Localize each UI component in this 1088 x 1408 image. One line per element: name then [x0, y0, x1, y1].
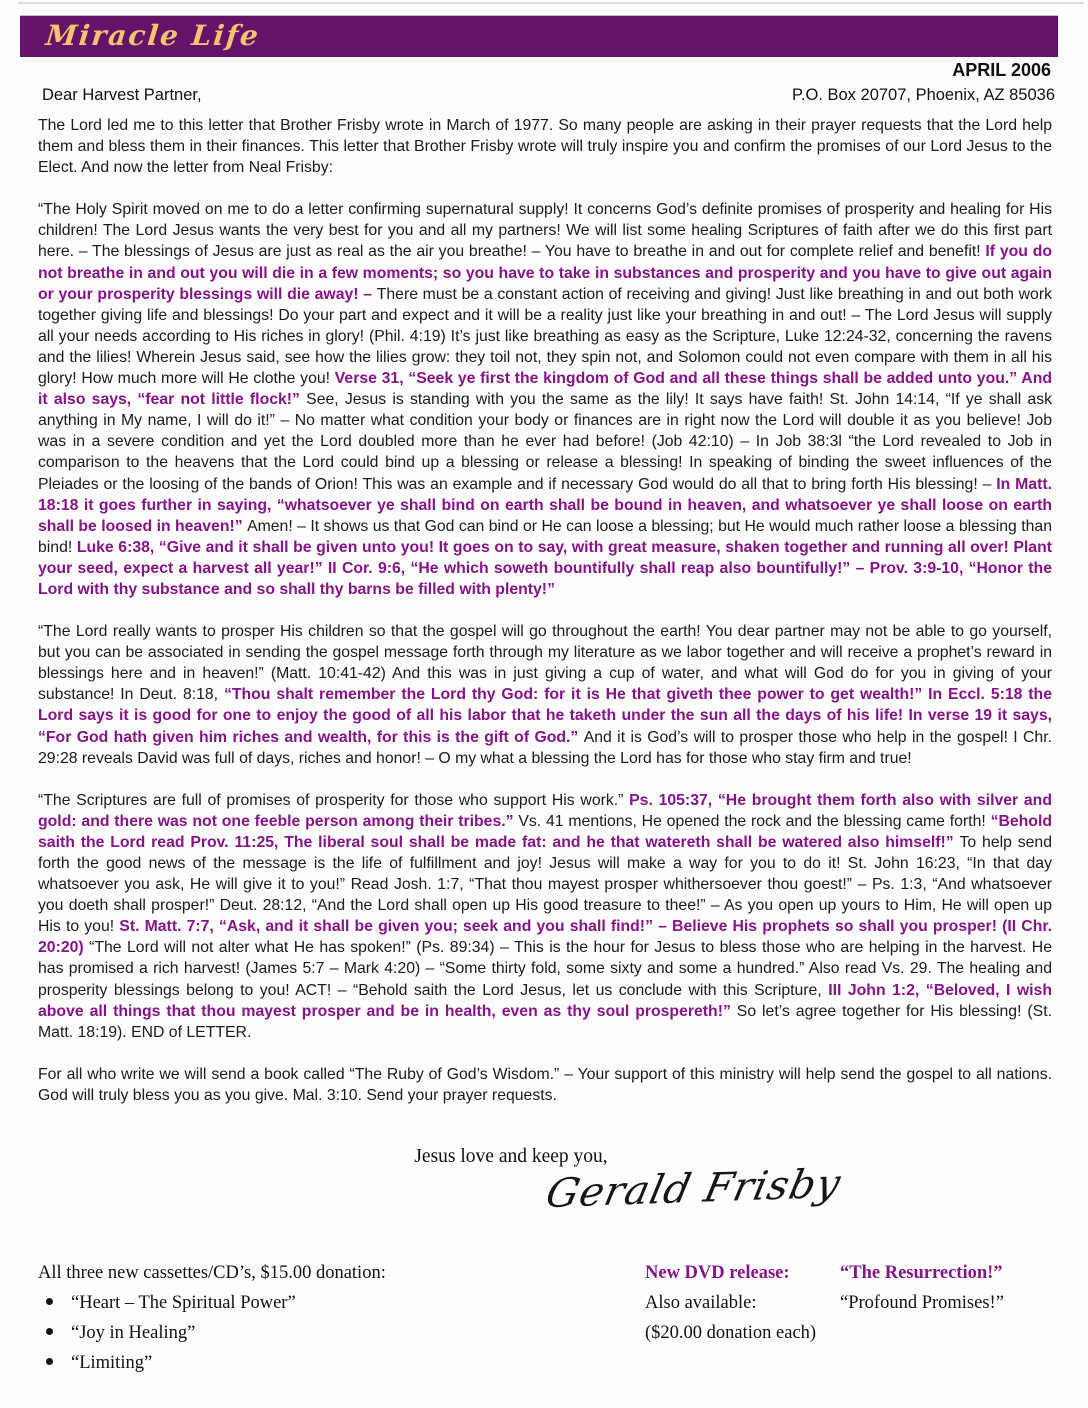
cassette-list-item: [38, 1318, 598, 1348]
emphasis-run: Luke 6:38, “Give and it shall be given unto you! It goes on to say, with great measure, shaken together and running all over! Plant your seed, expect a harvest all year!” II Cor. 9:6, “He which soweth bountifully shall reap also bountifully!” – Prov. 3:9-10, “Honor the Lord with thy substance and so shall thy barns be filled with plenty!”: [38, 538, 1052, 598]
text-run: Amen! – It shows us that God can bind or He can loose a blessing; but He would much rather loose a blessing than bind!: [38, 517, 1052, 556]
dvd-offer-label: New DVD release:: [645, 1263, 790, 1283]
text-run: The Lord led me to this letter that Brother Frisby wrote in March of 1977. So many people are asking in their prayer requests that the Lord help them and bless them in their finances. This letter that Brother Frisby wrote will truly inspire you and confirm the promises of our Lord Jesus to the Elect. And now the letter from Neal Frisby:: [38, 117, 1052, 177]
letter-paragraph: [38, 199, 1052, 600]
newsletter-logo: Miracle Life: [44, 19, 262, 52]
dvd-offer-row: [645, 1258, 1065, 1288]
cassette-offer-heading: All three new cassettes/CD’s, $15.00 donation:: [38, 1263, 386, 1283]
emphasis-run: Verse 31, “Seek ye first the kingdom of God and all these things shall be added unto you.” And it also says, “fear not little flock!”: [38, 370, 1052, 409]
text-run: For all who write we will send a book called “The Ruby of God’s Wisdom.” – Your support of this ministry will help send the gospel to all nations. God will truly bless you as you give. Mal. 3:10. Send your prayer requests.: [38, 1065, 1052, 1104]
text-run: So let’s agree together for His blessing! (St. Matt. 18:19). END of LETTER.: [38, 1002, 1052, 1041]
dvd-offer-label: Also available:: [645, 1293, 757, 1313]
cassette-title: “Joy in Healing”: [71, 1323, 196, 1343]
emphasis-run: “Thou shalt remember the Lord thy God: for it is He that giveth thee power to get wealth!” In Eccl. 5:18 the Lord says it is good for one to enjoy the good of all his labor that he taketh under the sun all the days of his life! In verse 19 it says, “For God hath given him riches and wealth, for this is the gift of God.”: [38, 686, 1052, 746]
text-run: And it is God’s will to prosper those who help in the gospel! I Chr. 29:28 reveals David was full of days, riches and honor! – O my what a blessing the Lord has for those who stay firm and true!: [38, 728, 1052, 767]
emphasis-run: III John 1:2, “Beloved, I wish above all things that thou mayest prosper and be in health, even as thy soul prospereth!”: [38, 981, 1052, 1020]
text-run: There must be a constant action of receiving and giving! Just like breathing in and out both work together giving life and blessings! Do your part and expect and it will be a reality just like your breathing in and out! – The Lord Jesus will supply all your needs according to His riches in glory! (Phil. 4:19) It’s just like breathing as easy as the Scripture, Luke 12:24-32, concerning the ravens and the lilies! Wherein Jesus said, see how the lilies grow: they toil not, they spin not, and Solomon could not even compare with them in all his glory! How much more will He clothe you!: [38, 285, 1052, 388]
bullet-icon: [46, 1358, 53, 1365]
cassette-list: [38, 1288, 598, 1378]
dvd-offer-row: [645, 1288, 1065, 1318]
emphasis-run: “Behold saith the Lord read Prov. 11:25, The liberal soul shall be made fat: and he that watereth shall be watered also himself!”: [38, 812, 1052, 851]
dvd-offer-label: ($20.00 donation each): [645, 1323, 817, 1343]
text-run: “The Lord really wants to prosper His children so that the gospel will go throughout the earth! You dear partner may not be able to go yourself, but you can be associated in sending the gospel message forth through my literature as we labor together and will receive a prophet’s reward in blessings here and in heaven!” (Matt. 10:41-42) And this was in just giving a cup of water, and what will God do for you in giving of your substance! In Deut. 8:18,: [38, 623, 1052, 704]
text-run: Vs. 41 mentions, He opened the rock and the blessing came forth!: [518, 812, 991, 830]
emphasis-run: In Matt. 18:18 it goes further in saying, “whatsoever ye shall bind on earth shall be bound in heaven, and whatsoever ye shall loose on earth shall be loosed in heaven!”: [38, 475, 1052, 535]
bullet-icon: [46, 1328, 53, 1335]
bullet-icon: [46, 1298, 53, 1305]
text-run: “The Lord will not alter what He has spoken!” (Ps. 89:34) – This is the hour for Jesus to bless those who are helping in the harvest. He has promised a rich harvest! (James 5:7 – Mark 4:20) – “Some thirty fold, some sixty and some a hundred.” Also read Vs. 29. The healing and prosperity blessings belong to you! ACT! – “Behold saith the Lord Jesus, let us conclude with this Scripture,: [38, 939, 1052, 999]
signature: Gerald Frisby: [541, 1160, 846, 1218]
salutation: Dear Harvest Partner,: [42, 86, 202, 104]
text-run: “The Scriptures are full of promises of prosperity for those who support His work.”: [38, 791, 630, 809]
emphasis-run: St. Matt. 7:7, “Ask, and it shall be given you; seek and you shall find!” – Believe His prophets so shall you prosper! (II Chr. 20:20): [38, 918, 1053, 957]
cassette-list-item: [38, 1348, 598, 1378]
letter-paragraph: [38, 1064, 1052, 1106]
cassette-title: “Limiting”: [71, 1353, 153, 1373]
letter-paragraph: [38, 790, 1052, 1043]
cassette-offer-section: [38, 1258, 598, 1378]
top-divider: [18, 2, 1084, 4]
cassette-title: “Heart – The Spiritual Power”: [71, 1293, 296, 1313]
emphasis-run: Ps. 105:37, “He brought them forth also with silver and gold: and there was not one feeble person among their tribes.”: [38, 791, 1052, 830]
text-run: See, Jesus is standing with you the same as the lily! It says have faith! St. John 14:14, “If ye shall ask anything in My name, I will do it!” – No matter what condition your body or finances are in right now the Lord will double it as you believe! Job was in a severe condition and yet the Lord doubled more than he ever had before! (Job 42:10) – In Job 38:3l “the Lord revealed to Job in comparison to the heavens that the Lord could bind up a blessing or release a blessing! In speaking of binding the sweet influences of the Pleiades or the loosing of the bands of Orion! This was an example and if necessary God would do all that to bring forth His blessing! –: [38, 391, 1053, 493]
text-run: To help send forth the good news of the message is the life of fulfillment and joy! Jesus will make a way for you to do it! St. John 16:23, “In that day whatsoever you ask, He will give it to you!” Read Josh. 1:7, “That thou mayest prosper whithersoever thou goest!” – Ps. 1:3, “And whatsoever you doeth shall prosper!” Deut. 28:12, “And the Lord shall open up His good treasure to thee!” – As you open up yours to Him, He will open up His to you!: [38, 833, 1052, 936]
letter-paragraph: [38, 621, 1052, 769]
letter-paragraph: [38, 115, 1052, 178]
closing-line: Jesus love and keep you,: [414, 1146, 608, 1167]
dvd-offer-title: “The Resurrection!”: [840, 1263, 1003, 1283]
letter-body: [38, 115, 1052, 1127]
cassette-list-item: [38, 1288, 598, 1318]
dvd-offer-title: “Profound Promises!”: [840, 1293, 1004, 1313]
emphasis-run: If you do not breathe in and out you will die in a few moments; so you have to take in substances and prosperity and you have to give out again or your prosperity blessings will die away! –: [38, 243, 1052, 303]
dvd-offer-row: [645, 1318, 1065, 1348]
address-row: [42, 86, 1055, 105]
issue-date: APRIL 2006: [952, 60, 1051, 80]
masthead-banner: [20, 15, 1058, 57]
text-run: “The Holy Spirit moved on me to do a letter confirming supernatural supply! It concerns God’s definite promises of prosperity and healing for His children! The Lord Jesus wants the very best for you and all my partners! We will list some healing Scriptures of faith after we do this first part here. – The blessings of Jesus are just as real as the air you breathe! – You have to breathe in and out for complete relief and benefit!: [38, 201, 1052, 261]
dvd-offer-section: [645, 1258, 1065, 1348]
po-box-address: P.O. Box 20707, Phoenix, AZ 85036: [792, 86, 1055, 104]
